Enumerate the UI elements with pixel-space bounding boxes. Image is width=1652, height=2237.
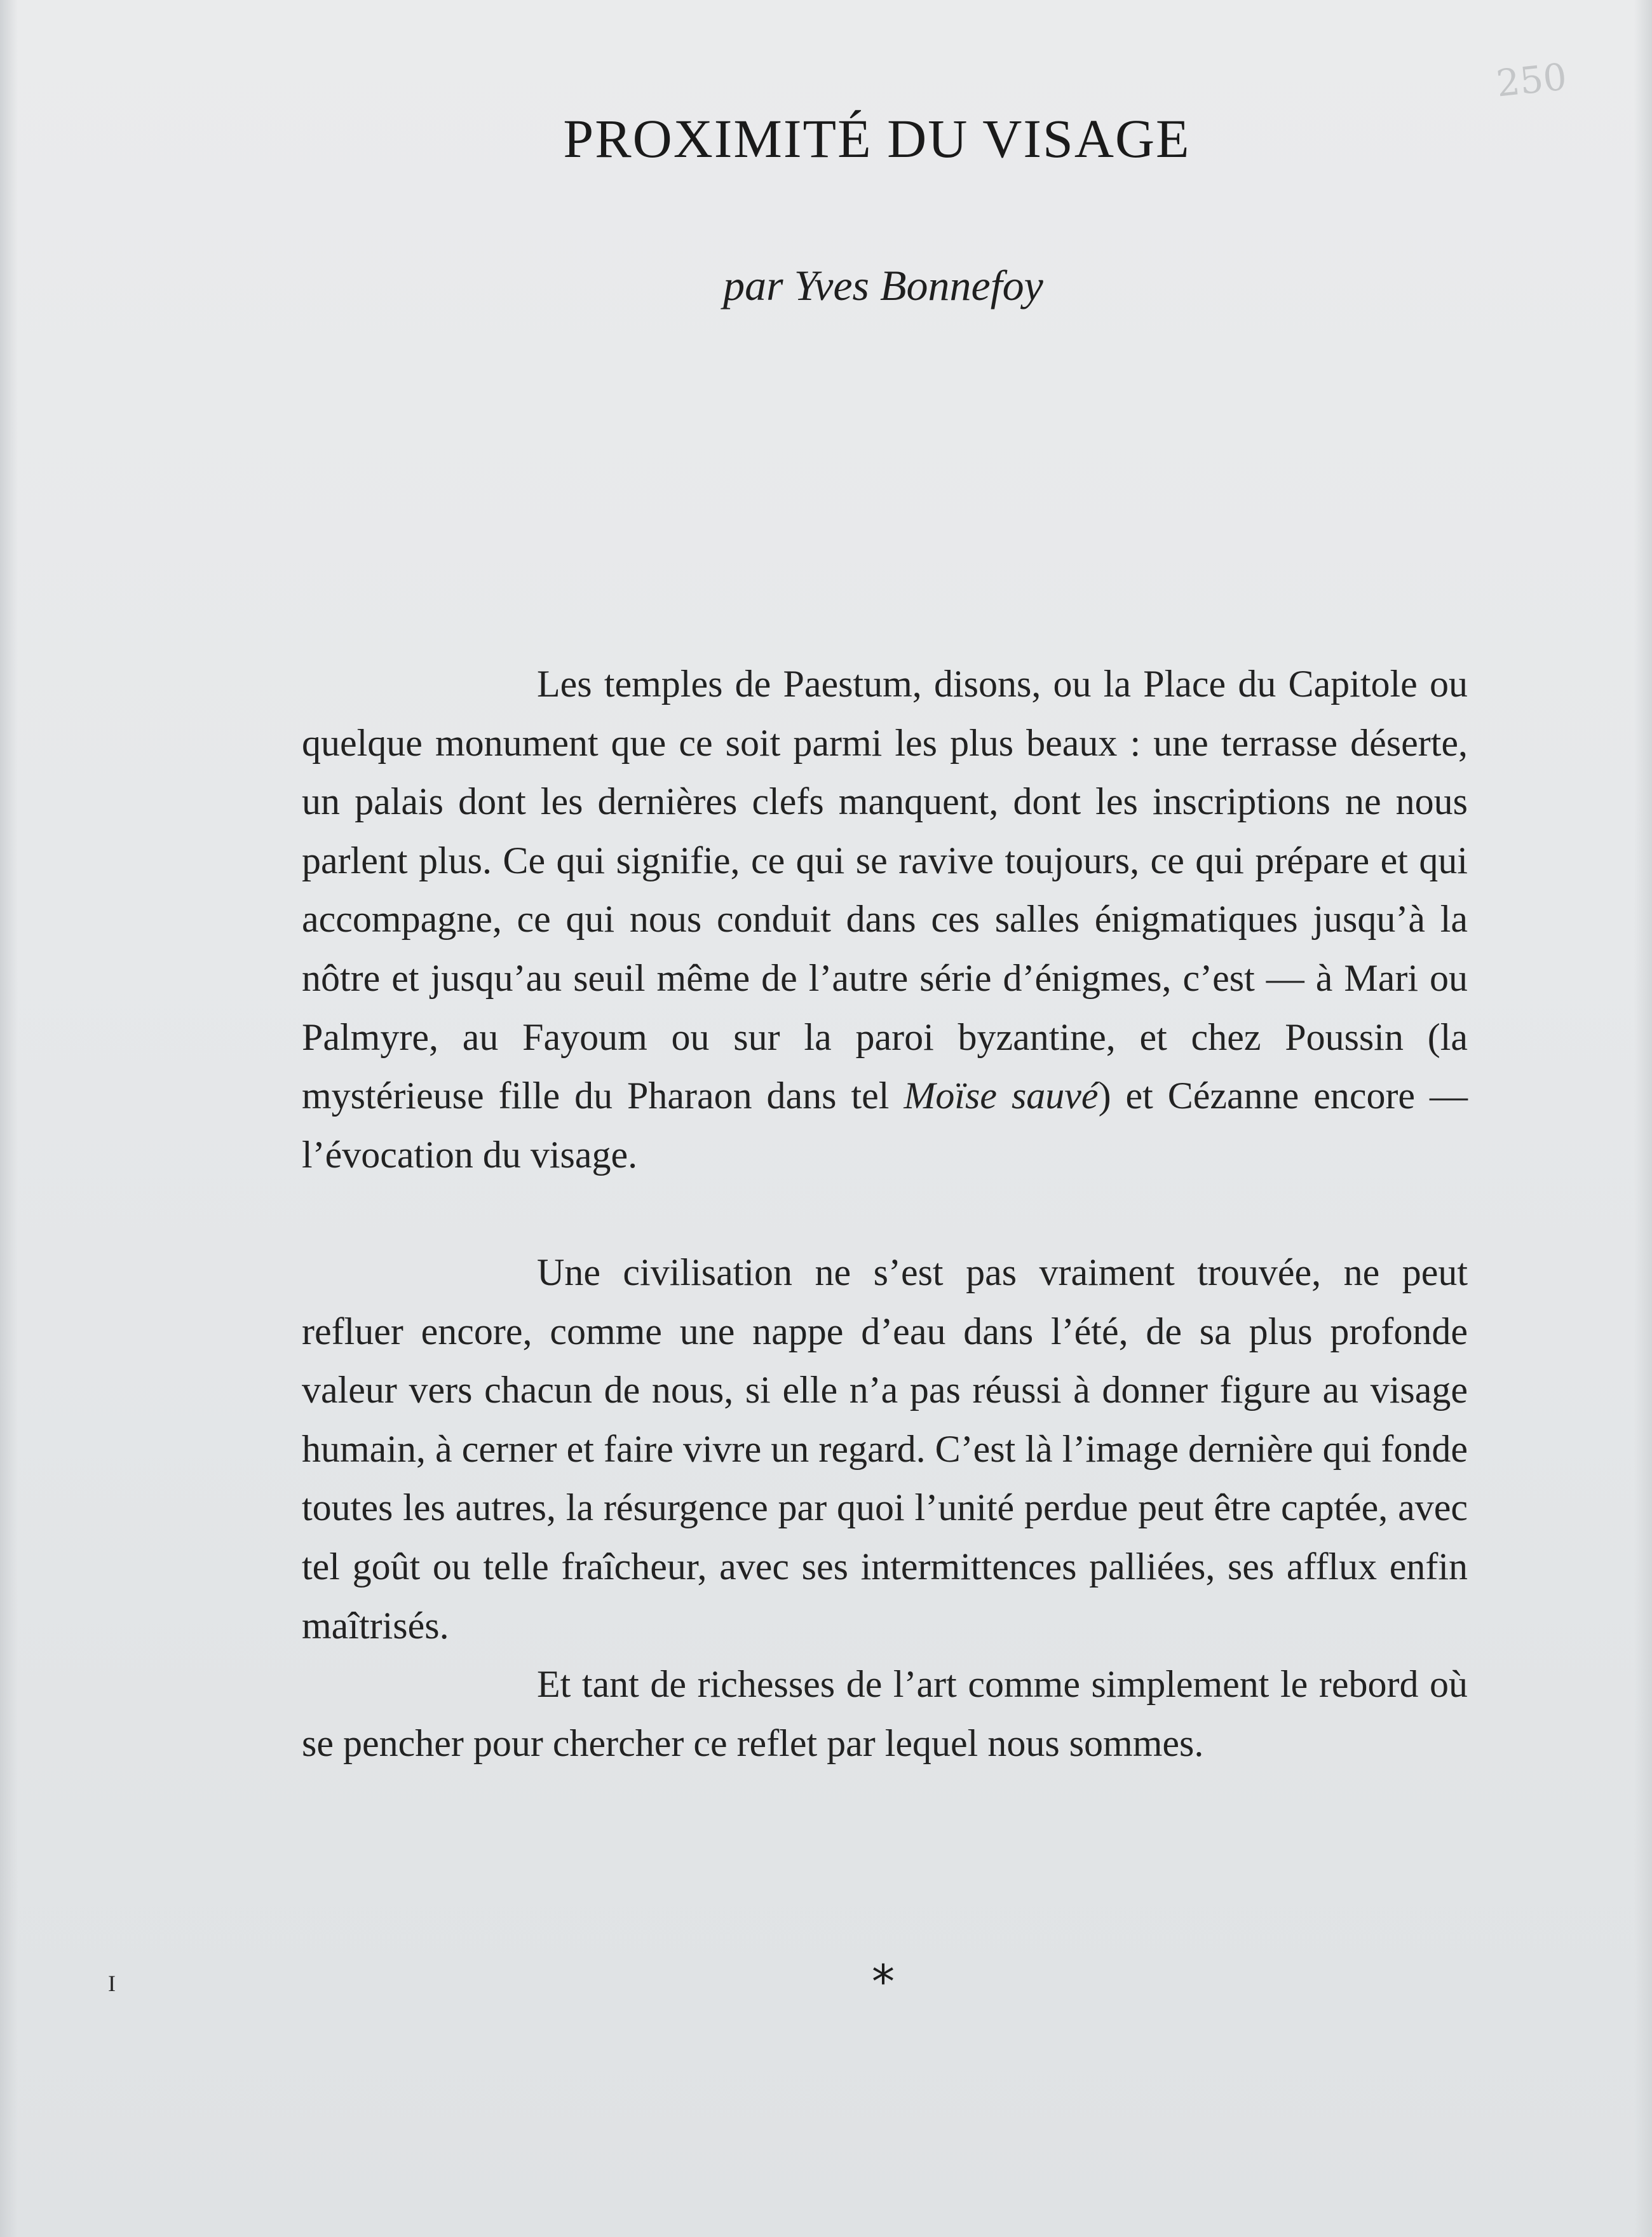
page-number: I (108, 1971, 116, 1996)
paragraph-1 (302, 655, 1468, 1184)
section-ornament: * (872, 1955, 895, 2008)
paragraph-1-text-b: ) et Cézanne encore — l’évocation du visage. (302, 1075, 1468, 1176)
artwork-title: Moïse sauvé (904, 1075, 1099, 1117)
page-title: PROXIMITÉ DU VISAGE (563, 108, 1191, 169)
pencil-annotation: 250 (1494, 55, 1569, 105)
article-body (302, 655, 1468, 1772)
author-byline: par Yves Bonnefoy (723, 261, 1043, 309)
paragraph-2: Une civilisation ne s’est pas vraiment trouvée, ne peut refluer encore, comme une nappe d’eau dans l’été, de sa plus profonde valeur vers chacun de nous, si elle n’a pas réussi à donner figure au visage humain, à cerner et faire vivre un regard. C’est là l’image dernière qui fonde toutes les autres, la résurgence par quoi l’unité perdue peut être captée, avec tel goût ou telle fraîcheur, avec ses intermittences palliées, ses afflux enfin maîtrisés. (302, 1251, 1468, 1647)
paragraph-1-text-a: Les temples de Paestum, disons, ou la Place du Capitole ou quelque monument que ce soit parmi les plus beaux : une terrasse déserte, un palais dont les dernières clefs manquent, dont les inscriptions ne nous parlent plus. Ce qui signifie, ce qui se ravive toujours, ce qui prépare et qui accompagne, ce qui nous conduit dans ces salles énigmatiques jusqu’à la nôtre et jusqu’au seuil même de l’autre série d’énigmes, c’est — à Mari ou Palmyre, au Fayoum ou sur la paroi byzantine, et chez Poussin (la mystérieuse fille du Pharaon dans tel (302, 663, 1468, 1117)
paragraph-3: Et tant de richesses de l’art comme simplement le rebord où se pencher pour chercher ce reflet par lequel nous sommes. (302, 1663, 1468, 1764)
